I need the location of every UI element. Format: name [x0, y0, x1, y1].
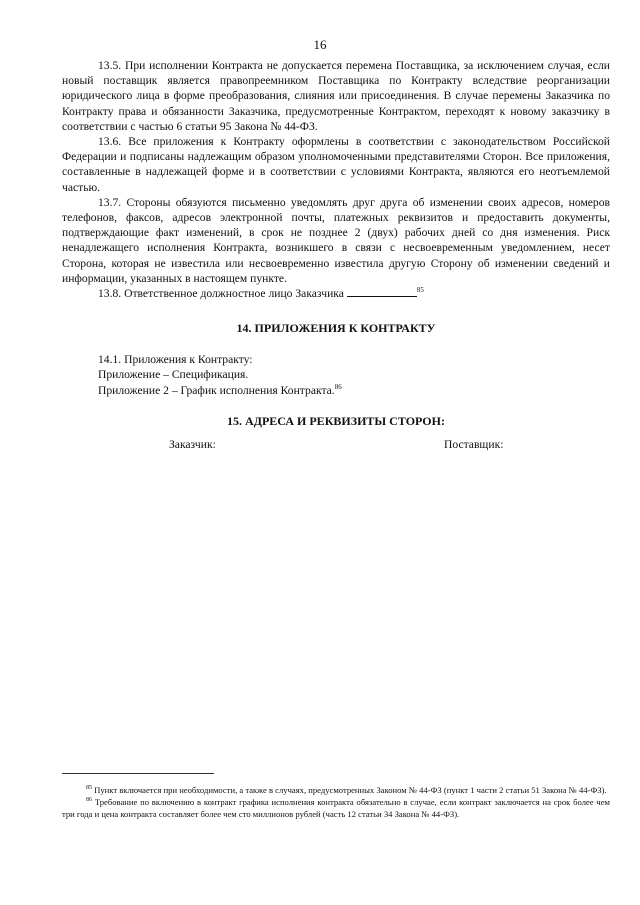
paragraph-13-8: [62, 286, 610, 301]
page-number: 16: [313, 37, 327, 52]
footnote-text: Требование по включению в контракт графика исполнения контракта обязательно в случае, если контракт заключается на срок более чем три года и цена контракта составляет более чем сто миллионов рублей (часть 12 статьи 34 Закона № 44-ФЗ).: [62, 797, 610, 819]
footnote-ref-86[interactable]: 86: [334, 382, 342, 391]
document-body: [62, 58, 610, 455]
footnote-text: Пункт включается при необходимости, а также в случаях, предусмотренных Законом № 44-ФЗ (пункт 1 части 2 статьи 51 Закона № 44-ФЗ).: [94, 785, 607, 795]
paragraph-13-5: 13.5. При исполнении Контракта не допускается перемена Поставщика, за исключением случая, если новый поставщик является правопреемником Поставщика по Контракту вследствие реорганизации юридического лица в форме преобразования, слияния или присоединения. В случае перемены Заказчика по Контракту права и обязанности Заказчика, предусмотренные Контрактом, переходят к новому заказчику в соответствии с частью 6 статьи 95 Закона № 44-ФЗ.: [62, 59, 610, 133]
footnote-number: 85: [86, 785, 92, 792]
supplier-label: Поставщик:: [444, 437, 504, 451]
footnotes: [62, 784, 610, 820]
paragraph-13-8-text: 13.8. Ответственное должностное лицо Заказчика: [98, 287, 344, 301]
paragraph-13-7: 13.7. Стороны обязуются письменно уведомлять друг друга об изменении своих адресов, номеров телефонов, факсов, адресов электронной почты, платежных реквизитов и предоставить документы, подтверждающие факт изменений, в срок не позднее 2 (двух) рабочих дней со дня изменения. Риск ненадлежащего исполнения Контракта, возникшего в связи с несвоевременным уведомлением, несет Сторона, которая не известила или несвоевременно известила другую Сторону об изменении сведений и информации, указанных в настоящем пункте.: [62, 195, 610, 285]
appendix-schedule-text: Приложение 2 – График исполнения Контракта.: [98, 383, 335, 397]
appendix-schedule-line: [62, 383, 610, 398]
parties-row: [62, 437, 610, 455]
section-14-heading: 14. ПРИЛОЖЕНИЯ К КОНТРАКТУ: [236, 321, 436, 336]
section-15-heading: 15. АДРЕСА И РЕКВИЗИТЫ СТОРОН:: [227, 413, 445, 428]
customer-label: Заказчик:: [169, 437, 216, 451]
paragraph-13-6: 13.6. Все приложения к Контракту оформлены в соответствии с законодательством Российской Федерации и подписаны надлежащим образом уполномоченными представителями Сторон. Все приложения, составленные в надлежащей форме и в соответствии с условиями Контракта, являются его неотъемлемой частью.: [62, 135, 610, 194]
footnote-ref-85[interactable]: 85: [416, 286, 424, 295]
footnote-86: [62, 796, 610, 820]
footnote-85: [62, 784, 610, 796]
official-blank-line: [347, 286, 417, 297]
section-14-1-line: 14.1. Приложения к Контракту:: [98, 353, 253, 367]
footnote-number: 86: [86, 797, 92, 804]
footnote-separator: [62, 773, 214, 774]
appendix-specification-line: Приложение – Спецификация.: [98, 368, 249, 382]
